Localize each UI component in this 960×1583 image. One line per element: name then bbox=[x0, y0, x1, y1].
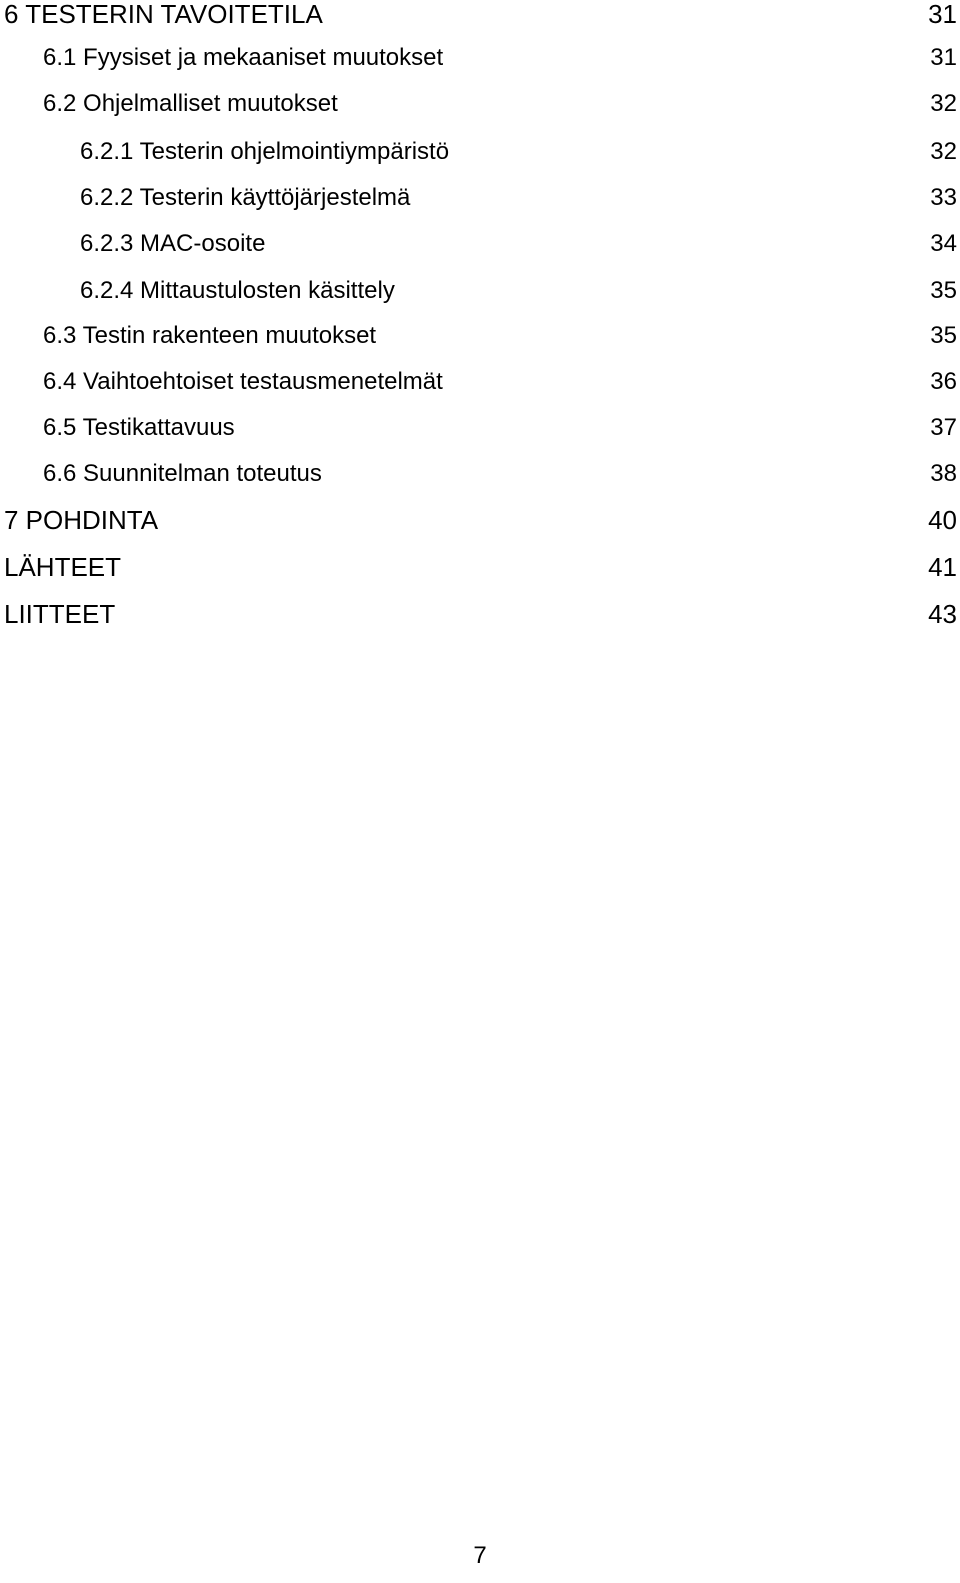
toc-entry-page: 34 bbox=[930, 230, 957, 257]
toc-entry bbox=[0, 277, 960, 323]
toc-entry bbox=[0, 90, 960, 136]
toc-entry-page: 32 bbox=[930, 138, 957, 165]
toc-entry-title: 6.5 Testikattavuus bbox=[43, 414, 235, 441]
toc-entry-title: LÄHTEET bbox=[4, 552, 122, 582]
toc-entry bbox=[0, 460, 960, 506]
toc-entry-title: 6.3 Testin rakenteen muutokset bbox=[43, 322, 377, 349]
toc-entry-page: 38 bbox=[930, 460, 957, 487]
toc-entry-title: 6.2.1 Testerin ohjelmointiympäristö bbox=[80, 138, 450, 165]
toc-entry-title: 6.2 Ohjelmalliset muutokset bbox=[43, 90, 338, 117]
toc-entry-page: 31 bbox=[928, 0, 957, 29]
toc-entry bbox=[0, 600, 960, 654]
toc-entry-page: 35 bbox=[930, 322, 957, 349]
toc-entry-title: 6.1 Fyysiset ja mekaaniset muutokset bbox=[43, 44, 444, 71]
toc-entry-title: 6.2.3 MAC-osoite bbox=[80, 230, 266, 257]
toc-entry bbox=[0, 184, 960, 230]
toc-entry-page: 33 bbox=[930, 184, 957, 211]
toc-entry-page: 36 bbox=[930, 368, 957, 395]
toc-entry bbox=[0, 414, 960, 460]
page-number: 7 bbox=[473, 1542, 487, 1569]
toc-entry-page: 41 bbox=[928, 552, 957, 582]
toc-entry bbox=[0, 138, 960, 184]
toc-entry-page: 37 bbox=[930, 414, 957, 441]
toc-entry bbox=[0, 553, 960, 607]
toc-entry-title: 6.2.4 Mittaustulosten käsittely bbox=[80, 277, 395, 304]
toc-entry bbox=[0, 230, 960, 276]
toc-entry bbox=[0, 368, 960, 414]
toc-entry-page: 31 bbox=[930, 44, 957, 71]
toc-entry-title: LIITTEET bbox=[4, 599, 116, 629]
toc-entry bbox=[0, 506, 960, 560]
toc-entry-page: 35 bbox=[930, 277, 957, 304]
toc-entry-page: 32 bbox=[930, 90, 957, 117]
toc-entry-title: 6.2.2 Testerin käyttöjärjestelmä bbox=[80, 184, 411, 211]
toc-entry-page: 43 bbox=[928, 599, 957, 629]
toc-entry bbox=[0, 44, 960, 90]
toc-entry-title: 6.6 Suunnitelman toteutus bbox=[43, 460, 322, 487]
toc-entry bbox=[0, 322, 960, 368]
toc-entry-title: 6.4 Vaihtoehtoiset testausmenetelmät bbox=[43, 368, 443, 395]
toc-entry-title: 6 TESTERIN TAVOITETILA bbox=[4, 0, 323, 29]
toc-entry-title: 7 POHDINTA bbox=[4, 505, 159, 535]
toc-entry-page: 40 bbox=[928, 505, 957, 535]
